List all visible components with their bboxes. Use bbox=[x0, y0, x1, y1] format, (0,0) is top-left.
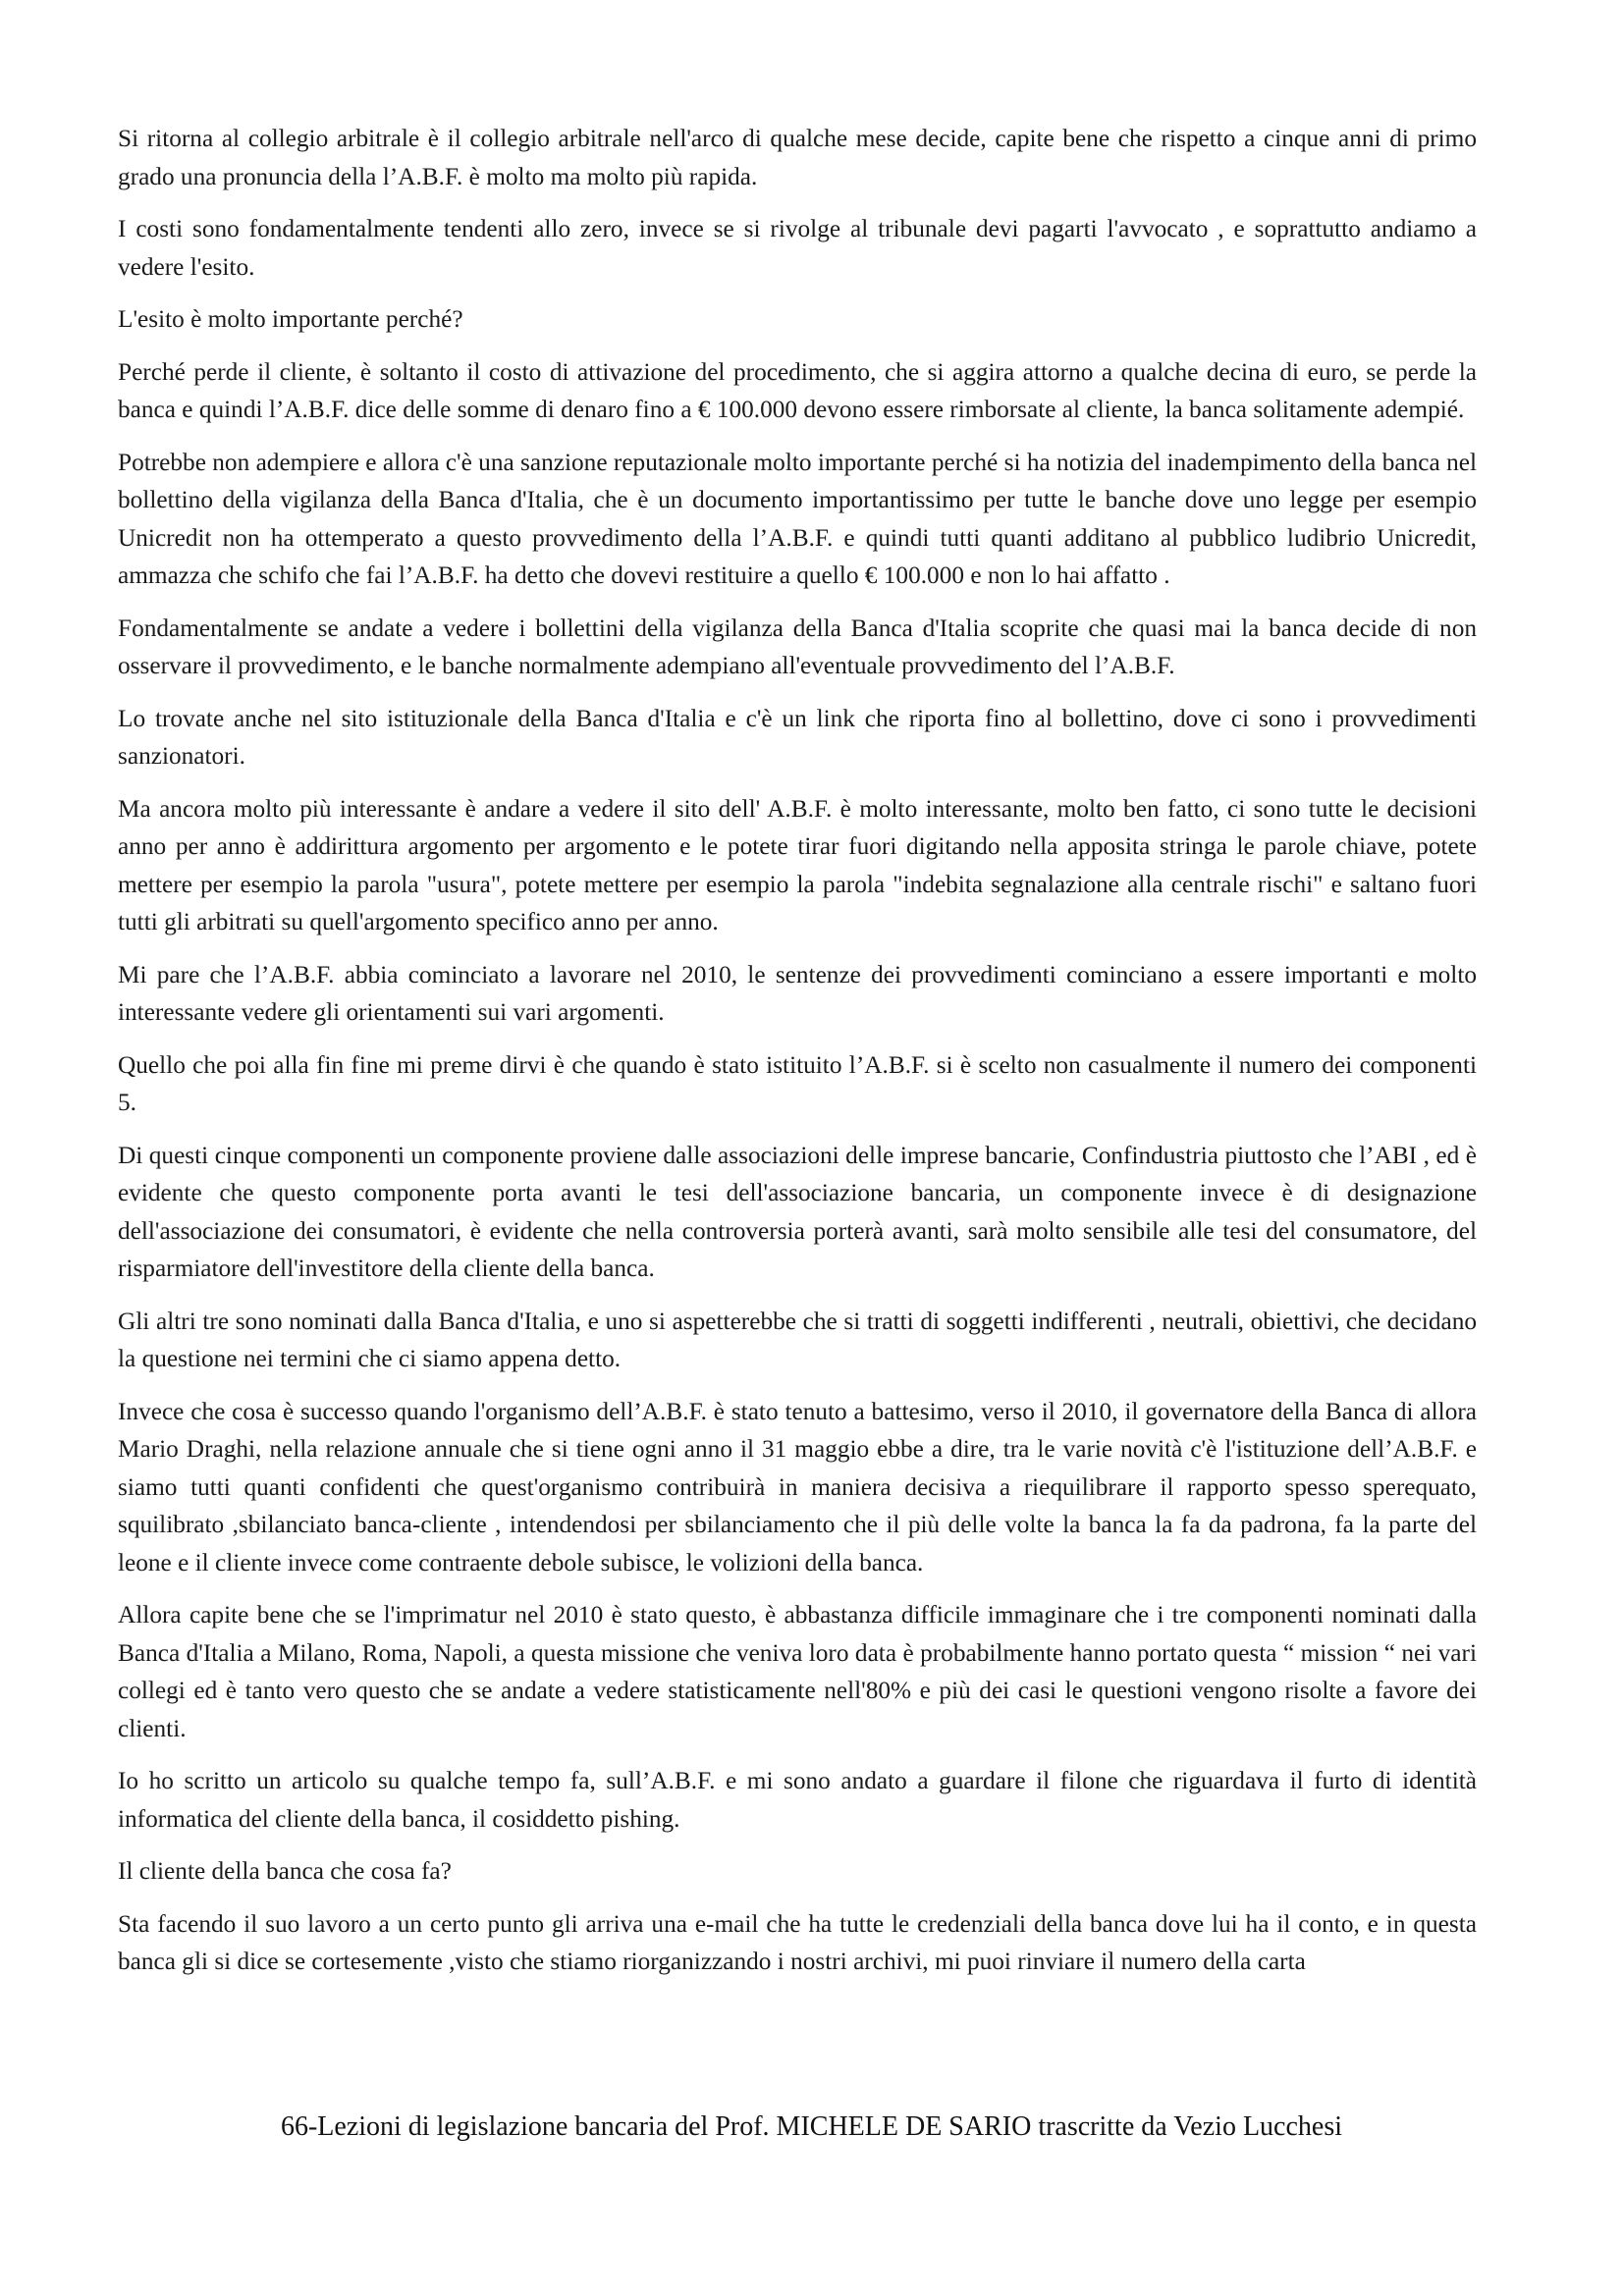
page-footer: 66-Lezioni di legislazione bancaria del Prof. MICHELE DE SARIO trascritte da Vezio Lucchesi bbox=[280, 2111, 1343, 2142]
paragraph: Potrebbe non adempiere e allora c'è una sanzione reputazionale molto importante perché si ha notizia del inadempimento della banca nel bollettino della vigilanza della Banca d'Italia, che è un documento importantissimo per tutte le banche dove uno legge per esempio Unicredit non ha ottemperato a questo provvedimento della l’A.B.F. e quindi tutti quanti additano al pubblico ludibrio Unicredit, ammazza che schifo che fai l’A.B.F. ha detto che dovevi restituire a quello € 100.000 e non lo hai affatto . bbox=[118, 448, 1477, 589]
paragraph: Perché perde il cliente, è soltanto il costo di attivazione del procedimento, che si aggira attorno a qualche decina di euro, se perde la banca e quindi l’A.B.F. dice delle somme di denaro fino a € 100.000 devono essere rimborsate al cliente, la banca solitamente adempié. bbox=[118, 357, 1477, 423]
paragraph: Quello che poi alla fin fine mi preme dirvi è che quando è stato istituito l’A.B.F. si è scelto non casualmente il numero dei componenti 5. bbox=[118, 1050, 1477, 1116]
paragraph: Invece che cosa è successo quando l'organismo dell’A.B.F. è stato tenuto a battesimo, verso il 2010, il governatore della Banca di allora Mario Draghi, nella relazione annuale che si tiene ogni anno il 31 maggio ebbe a dire, tra le varie novità c'è l'istituzione dell’A.B.F. e siamo tutti quanti confidenti che quest'organismo contribuirà in maniera decisiva a riequilibrare il rapporto spesso sperequato, squilibrato ,sbilanciato banca-cliente , intendendosi per sbilanciamento che il più delle volte la banca la fa da padrona, fa la parte del leone e il cliente invece come contraente debole subisce, le volizioni della banca. bbox=[118, 1397, 1477, 1576]
paragraph: Sta facendo il suo lavoro a un certo punto gli arriva una e-mail che ha tutte le credenziali della banca dove lui ha il conto, e in questa banca gli si dice se cortesemente ,visto che stiamo riorganizzando i nostri archivi, mi puoi rinviare il numero della carta bbox=[118, 1909, 1477, 1975]
paragraph: Gli altri tre sono nominati dalla Banca d'Italia, e uno si aspetterebbe che si tratti di soggetti indifferenti , neutrali, obiettivi, che decidano la questione nei termini che ci siamo appena detto. bbox=[118, 1307, 1477, 1372]
paragraph: Ma ancora molto più interessante è andare a vedere il sito dell' A.B.F. è molto interessante, molto ben fatto, ci sono tutte le decisioni anno per anno è addirittura argomento per argomento e le potete tirar fuori digitando nella apposita stringa le parole chiave, potete mettere per esempio la parola "usura", potete mettere per esempio la parola "indebita segnalazione alla centrale rischi" e saltano fuori tutti gli arbitrati su quell'argomento specifico anno per anno. bbox=[118, 794, 1477, 935]
paragraph: Io ho scritto un articolo su qualche tempo fa, sull’A.B.F. e mi sono andato a guardare il filone che riguardava il furto di identità informatica del cliente della banca, il cosiddetto pishing. bbox=[118, 1767, 1477, 1833]
paragraph: Si ritorna al collegio arbitrale è il collegio arbitrale nell'arco di qualche mese decide, capite bene che rispetto a cinque anni di primo grado una pronuncia della l’A.B.F. è molto ma molto più rapida. bbox=[118, 125, 1477, 190]
paragraph: L'esito è molto importante perché? bbox=[118, 305, 463, 333]
paragraph: I costi sono fondamentalmente tendenti allo zero, invece se si rivolge al tribunale devi pagarti l'avvocato , e soprattutto andiamo a vedere l'esito. bbox=[118, 215, 1477, 281]
document-body bbox=[118, 120, 1477, 1996]
paragraph: Di questi cinque componenti un componente proviene dalle associazioni delle imprese bancarie, Confindustria piuttosto che l’ABI , ed è evidente che questo componente porta avanti le tesi dell'associazione bancaria, un componente invece è di designazione dell'associazione dei consumatori, è evidente che nella controversia porterà avanti, sarà molto sensibile alle tesi del consumatore, del risparmiatore dell'investitore della cliente della banca. bbox=[118, 1141, 1477, 1282]
paragraph: Il cliente della banca che cosa fa? bbox=[118, 1857, 452, 1885]
paragraph: Fondamentalmente se andate a vedere i bollettini della vigilanza della Banca d'Italia scoprite che quasi mai la banca decide di non osservare il provvedimento, e le banche normalmente adempiano all'eventuale provvedimento del l’A.B.F. bbox=[118, 614, 1477, 679]
paragraph: Mi pare che l’A.B.F. abbia cominciato a lavorare nel 2010, le sentenze dei provvedimenti cominciano a essere importanti e molto interessante vedere gli orientamenti sui vari argomenti. bbox=[118, 960, 1477, 1026]
paragraph: Allora capite bene che se l'imprimatur nel 2010 è stato questo, è abbastanza difficile immaginare che i tre componenti nominati dalla Banca d'Italia a Milano, Roma, Napoli, a questa missione che veniva loro data è probabilmente hanno portato questa “ mission “ nei vari collegi ed è tanto vero questo che se andate a vedere statisticamente nell'80% e più dei casi le questioni vengono risolte a favore dei clienti. bbox=[118, 1601, 1477, 1742]
paragraph: Lo trovate anche nel sito istituzionale della Banca d'Italia e c'è un link che riporta fino al bollettino, dove ci sono i provvedimenti sanzionatori. bbox=[118, 704, 1477, 770]
